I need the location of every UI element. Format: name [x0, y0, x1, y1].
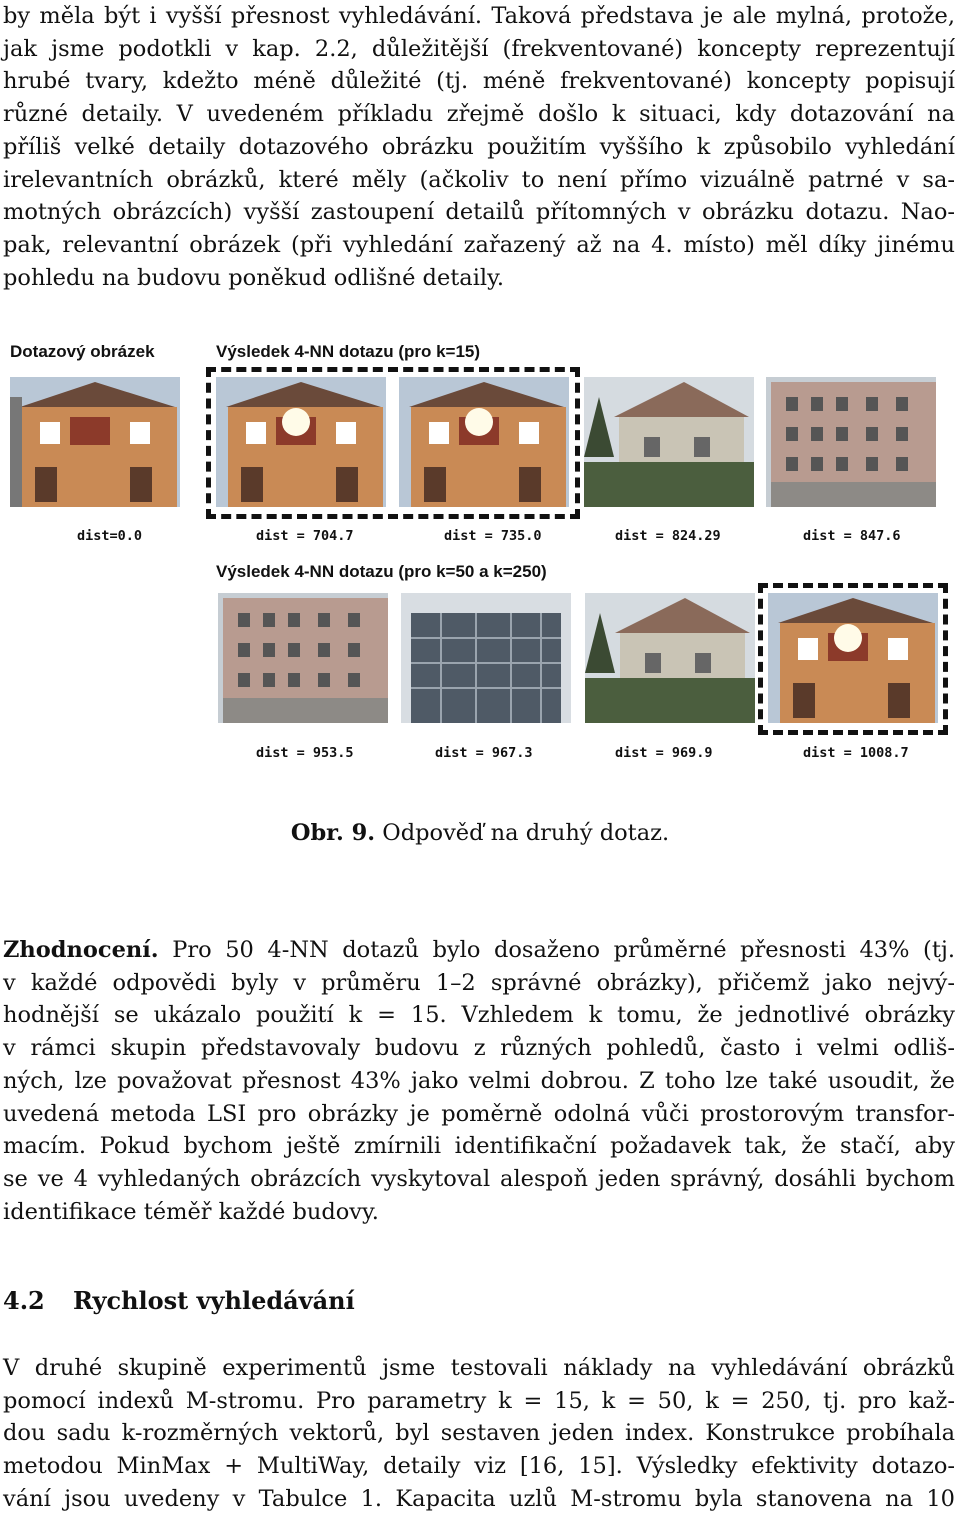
distance-label: dist = 953.5 [256, 745, 354, 761]
text-line: metodou MinMax + MultiWay, detaily viz [16, 15]. Výsledky efektivity dotazo- [3, 1453, 955, 1480]
text-line: hodnější se ukázalo použití k = 15. Vzhledem k tomu, že jednotlivé obrázky [3, 1002, 955, 1029]
distance-label: dist = 735.0 [444, 528, 542, 544]
result-image-orange-house [768, 593, 938, 723]
paragraph-lead: Zhodnocení. [3, 937, 159, 963]
text-line: pomocí indexů M-stromu. Pro parametry k = 15, k = 50, k = 250, tj. pro kaž- [3, 1387, 955, 1414]
text-line: jak jsme podotkli v kap. 2.2, důležitější (frekventované) koncepty reprezentují [3, 35, 955, 62]
text-line: macím. Pokud bychom ještě zmírnili identifikační požadavek tak, že stačí, aby [3, 1133, 955, 1160]
result-image-tall-building [766, 377, 936, 507]
result-image-glass-building [401, 593, 571, 723]
text-line: se ve 4 vyhledaných obrázcích vyskytoval alespoň jeden správný, dosáhli bychom [3, 1165, 955, 1192]
result2-label: Výsledek 4-NN dotazu (pro k=50 a k=250) [216, 562, 547, 581]
query-label: Dotazový obrázek [10, 342, 155, 361]
text-line: uvedená metoda LSI pro obrázky je poměrně odolná vůči prostorovým transfor- [3, 1100, 955, 1127]
caption-text: Odpověď na druhý dotaz. [382, 820, 670, 846]
text-line: v každé odpovědi byly v průměru 1–2 správné obrázky), přičemž jako nejvý- [3, 969, 955, 996]
text-line: dou sadu k-rozměrných vektorů, byl sestaven jeden index. Konstrukce probíhala [3, 1420, 955, 1447]
text-line: příliš velké detaily dotazového obrázku použitím vyššího k způsobilo vyhledání [3, 133, 955, 160]
result-image-villa-trees [584, 377, 754, 507]
figure-caption [0, 820, 960, 846]
text-line: by měla být i vyšší přesnost vyhledávání. Taková představa je ale mylná, protože, [3, 3, 955, 29]
text-line: vání jsou uvedeny v Tabulce 1. Kapacita uzlů M-stromu byla stanovena na 10 [3, 1485, 955, 1512]
section-heading [3, 1286, 355, 1315]
result-image-tall-building [218, 593, 388, 723]
distance-label: dist = 967.3 [435, 745, 533, 761]
text-line: v rámci skupin představovaly budovu z různých pohledů, často i velmi odliš- [3, 1035, 955, 1062]
evaluation-paragraph [3, 934, 955, 1228]
text-line: pohledu na budovu poněkud odlišné detaily. [3, 264, 504, 291]
result-image-orange-house [216, 377, 386, 507]
distance-label: dist = 704.7 [256, 528, 354, 544]
distance-label: dist = 969.9 [615, 745, 713, 761]
result-image-villa-trees [585, 593, 755, 723]
text-line: hrubé tvary, kdežto méně důležité (tj. méně frekventované) koncepty popisují [3, 68, 955, 95]
text-line: irelevantních obrázků, které měly (ačkoliv to není přímo vizuálně patrné v sa- [3, 166, 955, 193]
query-image-orange-house [10, 377, 180, 507]
text-span: Pro 50 4-NN dotazů bylo dosaženo průměrné přesnosti 43% (tj. [158, 937, 955, 963]
text-line: ných, lze považovat přesnost 43% jako velmi dobrou. Z toho lze také usoudit, že [3, 1067, 955, 1094]
result-image-orange-house [399, 377, 569, 507]
distance-label: dist = 847.6 [803, 528, 901, 544]
text-line: různé detaily. V uvedeném příkladu zřejmě došlo k situaci, kdy dotazování na [3, 101, 955, 128]
section-number: 4.2 [3, 1286, 45, 1315]
text-line: pak, relevantní obrázek (při vyhledání zařazený až na 4. místo) měl díky jinému [3, 231, 955, 258]
caption-number: Obr. 9. [290, 820, 376, 846]
top-paragraph [3, 0, 955, 294]
text-line: motných obrázcích) vyšší zastoupení detailů přítomných v obrázku dotazu. Nao- [3, 199, 955, 226]
distance-label: dist = 824.29 [615, 528, 721, 544]
distance-label: dist = 1008.7 [803, 745, 909, 761]
distance-label: dist=0.0 [77, 528, 143, 544]
section-title: Rychlost vyhledávání [73, 1286, 355, 1315]
text-line [3, 934, 955, 967]
text-line: identifikace téměř každé budovy. [3, 1198, 379, 1225]
result1-label: Výsledek 4-NN dotazu (pro k=15) [216, 342, 481, 361]
text-line: V druhé skupině experimentů jsme testovali náklady na vyhledávání obrázků [3, 1355, 955, 1381]
section-paragraph [3, 1352, 955, 1516]
